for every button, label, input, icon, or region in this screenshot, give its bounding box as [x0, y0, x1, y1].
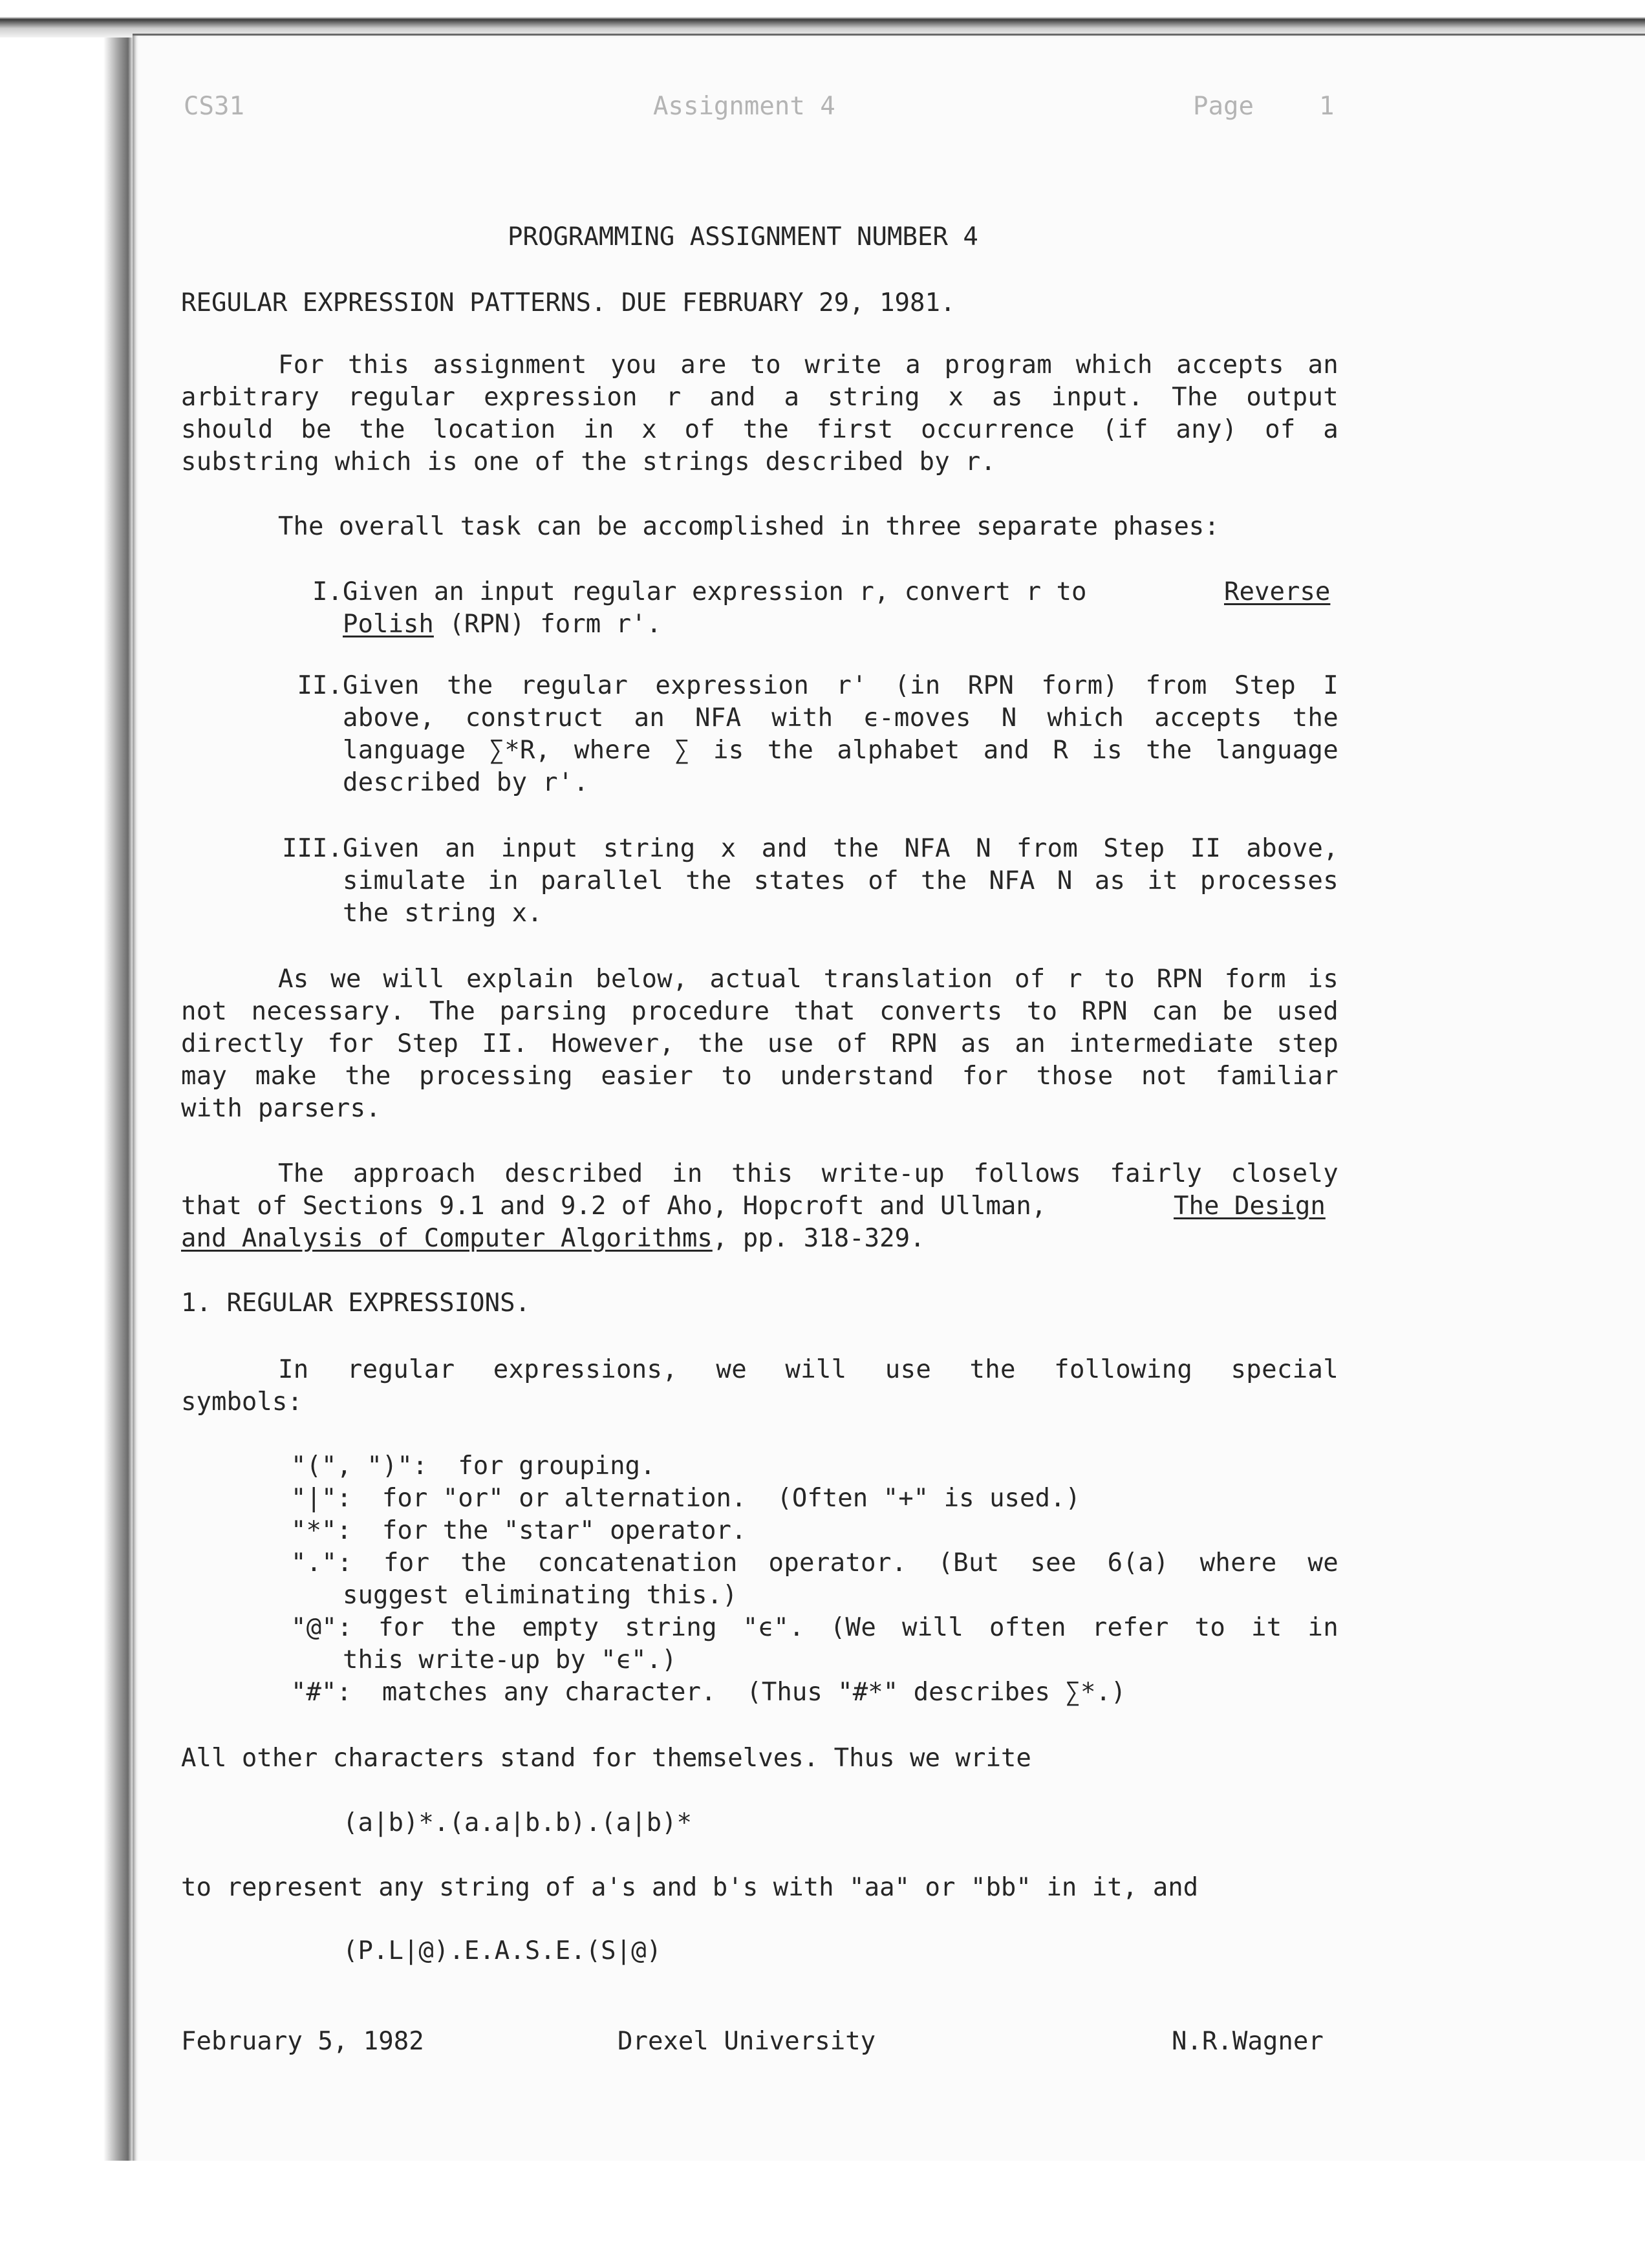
header-page-number: 1 [1319, 92, 1335, 121]
phase-3-line: the string x. [343, 899, 543, 928]
rpn-line: As we will explain below, actual translation of r to RPN form is [278, 965, 1339, 994]
rpn-line: may make the processing easier to understand for those not familiar [181, 1062, 1339, 1091]
phase-2-number: II. [297, 671, 343, 700]
header-page-label: Page [1193, 92, 1254, 121]
symbol-or: "|": for "or" or alternation. (Often "+" is used.) [291, 1484, 1081, 1513]
rpn-line: directly for Step II. However, the use of RPN as an intermediate step [181, 1029, 1339, 1058]
phase-1-line: Given an input regular expression r, convert r to [343, 577, 1087, 606]
intro-line: should be the location in x of the first occurrence (if any) of a [181, 415, 1339, 444]
approach-line [181, 1224, 925, 1254]
approach-line: that of Sections 9.1 and 9.2 of Aho, Hopcroft and Ullman, [181, 1192, 1047, 1221]
symbol-concat: ".": for the concatenation operator. (But see 6(a) where we [291, 1548, 1339, 1578]
section-heading: 1. REGULAR EXPRESSIONS. [181, 1289, 531, 1318]
page-subtitle: REGULAR EXPRESSION PATTERNS. DUE FEBRUARY 29, 1981. [181, 288, 956, 317]
phase-2-line: Given the regular expression r' (in RPN form) from Step I [343, 671, 1339, 700]
scan-bottom-area [0, 2161, 1645, 2268]
header-course: CS31 [184, 92, 244, 121]
symbol-concat-cont: suggest eliminating this.) [343, 1581, 738, 1610]
example-expression-2: (P.L|@).E.A.S.E.(S|@) [343, 1936, 662, 1965]
symbol-grouping: "(", ")": for grouping. [291, 1451, 656, 1481]
phase-1-polish: Polish [343, 610, 434, 639]
phase-1-reverse: Reverse [1224, 577, 1331, 606]
phase-2-line: above, construct an NFA with ϵ-moves N which accepts the [343, 703, 1339, 733]
symbols-intro-line: In regular expressions, we will use the following special [278, 1355, 1339, 1384]
footer-date: February 5, 1982 [181, 2027, 424, 2056]
phase-3-number: III. [282, 834, 343, 863]
intro-line: arbitrary regular expression r and a string x as input. The output [181, 383, 1339, 412]
header-assignment: Assignment 4 [653, 92, 835, 121]
book-title-part1: The Design [1174, 1192, 1326, 1221]
page-title: PROGRAMMING ASSIGNMENT NUMBER 4 [508, 222, 978, 251]
others-line: All other characters stand for themselves. Thus we write [181, 1744, 1031, 1773]
book-title-part2: and Analysis of Computer Algorithms [181, 1224, 713, 1253]
approach-line: The approach described in this write-up follows fairly closely [278, 1159, 1339, 1188]
symbols-intro-line: symbols: [181, 1387, 303, 1417]
phase-1-rpn: (RPN) form r'. [433, 610, 662, 639]
example-expression-1: (a|b)*.(a.a|b.b).(a|b)* [343, 1808, 693, 1837]
footer-author: N.R.Wagner [1172, 2027, 1324, 2056]
symbol-star: "*": for the "star" operator. [291, 1516, 747, 1545]
phase-1-number: I. [312, 577, 343, 606]
scan-left-edge [0, 37, 133, 2161]
phase-3-line: Given an input string x and the NFA N from Step II above, [343, 834, 1339, 863]
rpn-line: with parsers. [181, 1094, 382, 1123]
phase-3-line: simulate in parallel the states of the NFA N as it processes [343, 866, 1339, 895]
rpn-line: not necessary. The parsing procedure that converts to RPN can be used [181, 997, 1339, 1026]
symbol-empty: "@": for the empty string "ϵ". (We will often refer to it in [291, 1613, 1339, 1642]
intro-line: For this assignment you are to write a program which accepts an [278, 350, 1339, 380]
footer-school: Drexel University [618, 2027, 876, 2056]
phases-intro: The overall task can be accomplished in three separate phases: [278, 512, 1220, 541]
intro-line: substring which is one of the strings described by r. [181, 447, 996, 476]
phase-2-line: described by r'. [343, 768, 589, 797]
scan-top-edge [0, 0, 1645, 37]
phase-1-line2 [343, 610, 661, 639]
phase-2-line: language ∑*R, where ∑ is the alphabet and R is the language [343, 736, 1339, 765]
example-description: to represent any string of a's and b's with "aa" or "bb" in it, and [181, 1873, 1199, 1902]
symbol-empty-cont: this write-up by "ϵ".) [343, 1645, 677, 1674]
symbol-any: "#": matches any character. (Thus "#*" describes ∑*.) [291, 1678, 1126, 1707]
book-pages: , pp. 318-329. [712, 1224, 925, 1253]
